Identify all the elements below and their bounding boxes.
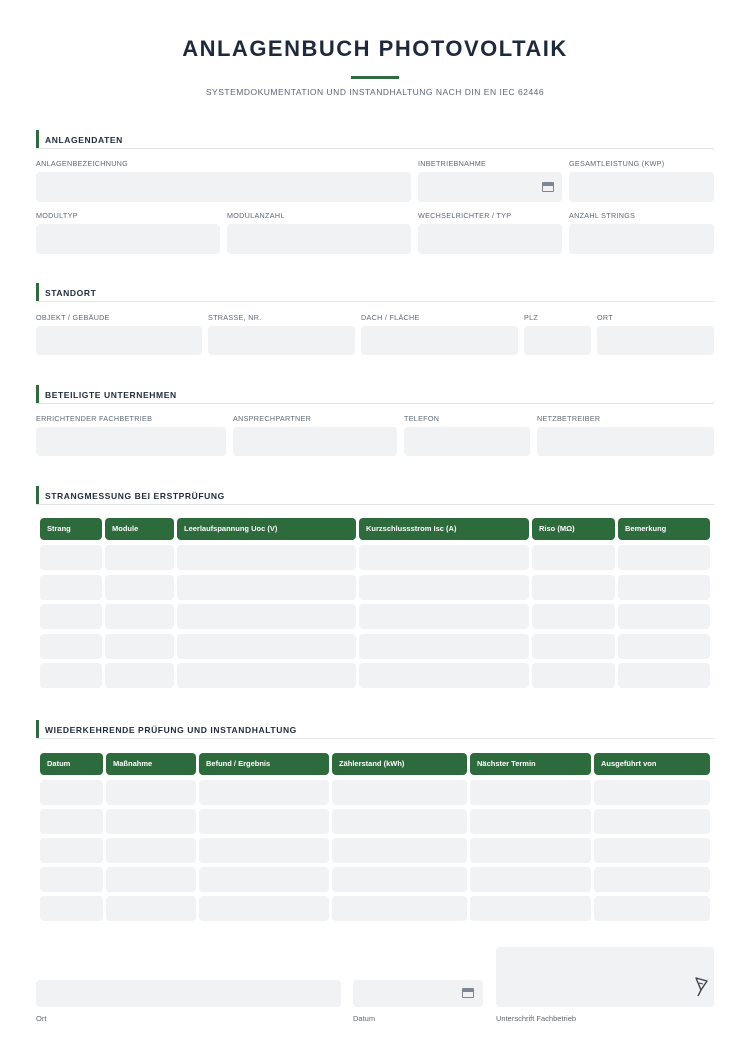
table-cell[interactable] (618, 604, 710, 629)
wechselrichter-field[interactable] (418, 224, 562, 254)
label-inbetriebnahme: INBETRIEBNAHME (418, 159, 487, 168)
column-header: Leerlaufspannung Uoc (V) (177, 518, 356, 540)
table-cell[interactable] (470, 809, 591, 834)
fachbetrieb-field[interactable] (36, 427, 226, 456)
modulanzahl-field[interactable] (227, 224, 411, 254)
table-cell[interactable] (470, 896, 591, 921)
section-title: ANLAGENDATEN (45, 135, 123, 145)
table-cell[interactable] (359, 575, 529, 600)
table-cell[interactable] (177, 575, 356, 600)
table-cell[interactable] (618, 575, 710, 600)
telefon-field[interactable] (404, 427, 530, 456)
table-cell[interactable] (199, 809, 329, 834)
label-dach: DACH / FLÄCHE (361, 313, 420, 322)
table-cell[interactable] (199, 896, 329, 921)
plz-field[interactable] (524, 326, 591, 355)
title-divider (351, 76, 399, 79)
column-header: Datum (40, 753, 103, 775)
table-cell[interactable] (40, 780, 103, 805)
page-subtitle: SYSTEMDOKUMENTATION UND INSTANDHALTUNG NACH DIN EN IEC 62446 (205, 87, 545, 97)
label-objekt: OBJEKT / GEBÄUDE (36, 313, 110, 322)
table-cell[interactable] (618, 663, 710, 688)
label-telefon: TELEFON (404, 414, 440, 423)
anzahl-strings-field[interactable] (569, 224, 714, 254)
table-cell[interactable] (40, 663, 102, 688)
table-cell[interactable] (199, 780, 329, 805)
label-anlagenbezeichnung: ANLAGENBEZEICHNUNG (36, 159, 129, 168)
modultyp-field[interactable] (36, 224, 220, 254)
section-title: BETEILIGTE UNTERNEHMEN (45, 390, 177, 400)
table-cell[interactable] (532, 663, 615, 688)
table-cell[interactable] (40, 545, 102, 570)
table-cell[interactable] (618, 634, 710, 659)
label-anzahl-strings: ANZAHL STRINGS (569, 211, 636, 220)
label-ort: ORT (597, 313, 613, 322)
section-marker (36, 385, 39, 403)
table-cell[interactable] (106, 838, 196, 863)
section-pruefung (36, 720, 714, 739)
table-cell[interactable] (332, 896, 467, 921)
label-gesamtleistung: GESAMTLEISTUNG (KWP) (569, 159, 665, 168)
table-cell[interactable] (177, 545, 356, 570)
table-cell[interactable] (359, 604, 529, 629)
table-cell[interactable] (199, 838, 329, 863)
anlagenbezeichnung-field[interactable] (36, 172, 411, 202)
datum-signature-field[interactable] (353, 980, 483, 1007)
ansprechpartner-field[interactable] (233, 427, 397, 456)
table-cell[interactable] (40, 867, 103, 892)
label-modultyp: MODULTYP (36, 211, 78, 220)
table-cell[interactable] (106, 780, 196, 805)
section-marker (36, 130, 39, 148)
table-cell[interactable] (594, 838, 710, 863)
table-cell[interactable] (106, 896, 196, 921)
column-header: Strang (40, 518, 102, 540)
table-cell[interactable] (106, 809, 196, 834)
table-cell[interactable] (105, 634, 174, 659)
label-strasse: STRASSE, NR. (208, 313, 262, 322)
table-cell[interactable] (359, 663, 529, 688)
table-cell[interactable] (470, 867, 591, 892)
table-cell[interactable] (40, 634, 102, 659)
label-netzbetreiber: NETZBETREIBER (537, 414, 601, 423)
section-strangmessung (36, 486, 714, 505)
column-header: Befund / Ergebnis (199, 753, 329, 775)
table-cell[interactable] (594, 780, 710, 805)
table-cell[interactable] (532, 634, 615, 659)
table-cell[interactable] (177, 634, 356, 659)
section-marker (36, 486, 39, 504)
table-cell[interactable] (594, 896, 710, 921)
column-header: Bemerkung (618, 518, 710, 540)
table-cell[interactable] (532, 575, 615, 600)
section-title: STRANGMESSUNG BEI ERSTPRÜFUNG (45, 491, 225, 501)
column-header: Kurzschlussstrom Isc (A) (359, 518, 529, 540)
table-cell[interactable] (105, 545, 174, 570)
column-header: Riso (MΩ) (532, 518, 615, 540)
unterschrift-field[interactable] (496, 947, 714, 1007)
table-cell[interactable] (618, 545, 710, 570)
table-cell[interactable] (532, 545, 615, 570)
gesamtleistung-field[interactable] (569, 172, 714, 202)
table-cell[interactable] (532, 604, 615, 629)
ort-field[interactable] (597, 326, 714, 355)
section-anlagendaten (36, 130, 714, 149)
ort-label: Ort (36, 1014, 47, 1023)
page-title: ANLAGENBUCH PHOTOVOLTAIK (182, 36, 568, 61)
section-unternehmen (36, 385, 714, 404)
ort-signature-field[interactable] (36, 980, 341, 1007)
column-header: Maßnahme (106, 753, 196, 775)
table-cell[interactable] (359, 545, 529, 570)
table-cell[interactable] (105, 663, 174, 688)
netzbetreiber-field[interactable] (537, 427, 714, 456)
table-cell[interactable] (177, 663, 356, 688)
table-cell[interactable] (40, 838, 103, 863)
table-cell[interactable] (594, 809, 710, 834)
table-cell[interactable] (199, 867, 329, 892)
unterschrift-label: Unterschrift Fachbetrieb (496, 1014, 577, 1023)
label-ansprechpartner: ANSPRECHPARTNER (233, 414, 312, 423)
strasse-field[interactable] (208, 326, 355, 355)
table-cell[interactable] (332, 780, 467, 805)
pen-icon (694, 977, 708, 997)
objekt-field[interactable] (36, 326, 202, 355)
table-cell[interactable] (106, 867, 196, 892)
label-wechselrichter: WECHSELRICHTER / TYP (418, 211, 512, 220)
dach-field[interactable] (361, 326, 518, 355)
section-marker (36, 720, 39, 738)
inbetriebnahme-date-field[interactable] (418, 172, 562, 202)
table-cell[interactable] (40, 896, 103, 921)
section-standort (36, 283, 714, 302)
calendar-icon[interactable] (542, 182, 554, 192)
label-fachbetrieb: ERRICHTENDER FACHBETRIEB (36, 414, 153, 423)
table-cell[interactable] (105, 604, 174, 629)
column-header: Ausgeführt von (594, 753, 710, 775)
section-marker (36, 283, 39, 301)
section-title: STANDORT (45, 288, 97, 298)
table-cell[interactable] (359, 634, 529, 659)
table-cell[interactable] (40, 809, 103, 834)
table-cell[interactable] (40, 575, 102, 600)
table-cell[interactable] (470, 780, 591, 805)
calendar-icon[interactable] (462, 988, 474, 998)
column-header: Nächster Termin (470, 753, 591, 775)
table-cell[interactable] (332, 809, 467, 834)
datum-label: Datum (353, 1014, 376, 1023)
label-plz: PLZ (524, 313, 539, 322)
table-cell[interactable] (332, 867, 467, 892)
label-modulanzahl: MODULANZAHL (227, 211, 285, 220)
table-cell[interactable] (105, 575, 174, 600)
table-cell[interactable] (332, 838, 467, 863)
table-cell[interactable] (470, 838, 591, 863)
section-title: WIEDERKEHRENDE PRÜFUNG UND INSTANDHALTUNG (45, 725, 297, 735)
column-header: Zählerstand (kWh) (332, 753, 467, 775)
table-cell[interactable] (594, 867, 710, 892)
column-header: Module (105, 518, 174, 540)
table-cell[interactable] (40, 604, 102, 629)
table-cell[interactable] (177, 604, 356, 629)
